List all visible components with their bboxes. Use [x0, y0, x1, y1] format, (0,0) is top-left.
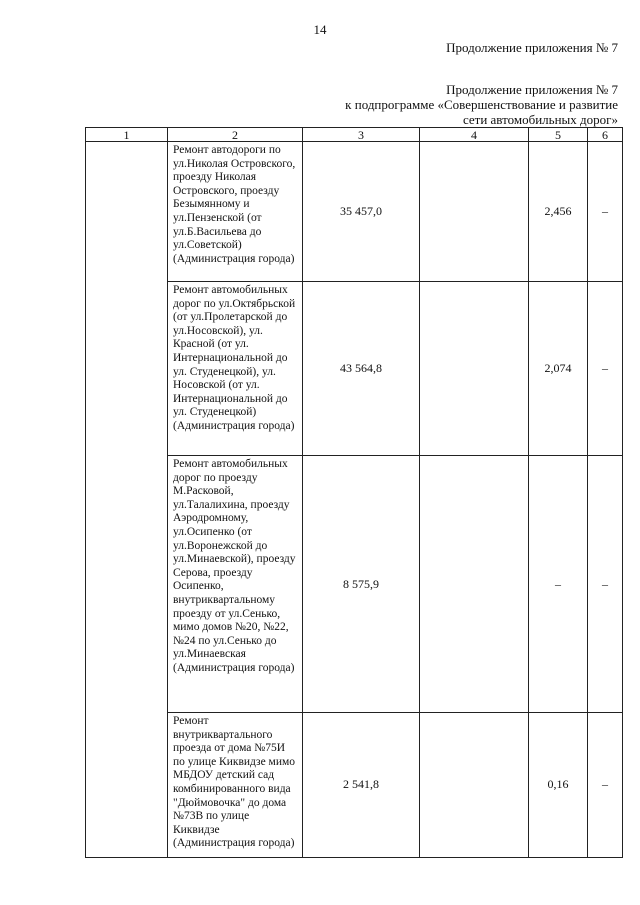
page-number: 14: [313, 22, 327, 37]
amount-cell: 35 457,0: [303, 142, 420, 282]
length-cell: 2,074: [529, 282, 588, 456]
work-description: Ремонт автомобильных дорог по проезду М.Расковой, ул.Талалихина, проезду Аэродромному, ул.Осипенко (от ул.Воронежской до ул.Минаевской), проезду Серова, проезду Осипенко, внутриквартальному проезду от ул.Сенько, мимо домов №20, №22, №24 по ул.Сенько до ул.Минаевская (Администрация города): [168, 456, 303, 713]
column-header: 2: [168, 128, 303, 142]
empty-cell: [420, 456, 529, 713]
appendix-caption-line: к подпрограмме «Совершенствование и развитие: [345, 97, 618, 112]
empty-cell: [420, 713, 529, 858]
work-description: Ремонт внутриквартального проезда от дома №75И по улице Киквидзе мимо МБДОУ детский сад комбинированного вида "Дюймовочка" до дома №73В по улице Киквидзе (Администрация города): [168, 713, 303, 858]
work-description: Ремонт автомобильных дорог по ул.Октябрьской (от ул.Пролетарской до ул.Носовской), ул. Красной (от ул. Интернациональной до ул. Студенецкой), ул. Носовской (от ул. Интернациональной до ул. Студенецкой) (Администрация города): [168, 282, 303, 456]
empty-cell: [420, 282, 529, 456]
appendix-caption-line: Продолжение приложения № 7: [446, 82, 618, 97]
table-header-row: [86, 128, 623, 142]
value-cell: –: [588, 282, 623, 456]
column-header: 5: [529, 128, 588, 142]
amount-cell: 2 541,8: [303, 713, 420, 858]
amount-cell: 43 564,8: [303, 282, 420, 456]
value-cell: –: [588, 456, 623, 713]
column-header: 4: [420, 128, 529, 142]
value-cell: –: [588, 142, 623, 282]
column-header: 6: [588, 128, 623, 142]
program-table: [85, 127, 623, 858]
amount-cell: 8 575,9: [303, 456, 420, 713]
work-description: Ремонт автодороги по ул.Николая Островского, проезду Николая Островского, проезду Безымянному и ул.Пензенской (от ул.Б.Васильева до ул.Советской) (Администрация города): [168, 142, 303, 282]
continuation-header: Продолжение приложения № 7: [446, 40, 618, 55]
length-cell: –: [529, 456, 588, 713]
appendix-caption: [345, 82, 618, 127]
column-header: 3: [303, 128, 420, 142]
length-cell: 2,456: [529, 142, 588, 282]
table-row: [86, 142, 623, 282]
empty-cell: [420, 142, 529, 282]
length-cell: 0,16: [529, 713, 588, 858]
column-header: 1: [86, 128, 168, 142]
empty-cell: [86, 142, 168, 858]
appendix-caption-line: сети автомобильных дорог»: [462, 112, 618, 127]
value-cell: –: [588, 713, 623, 858]
